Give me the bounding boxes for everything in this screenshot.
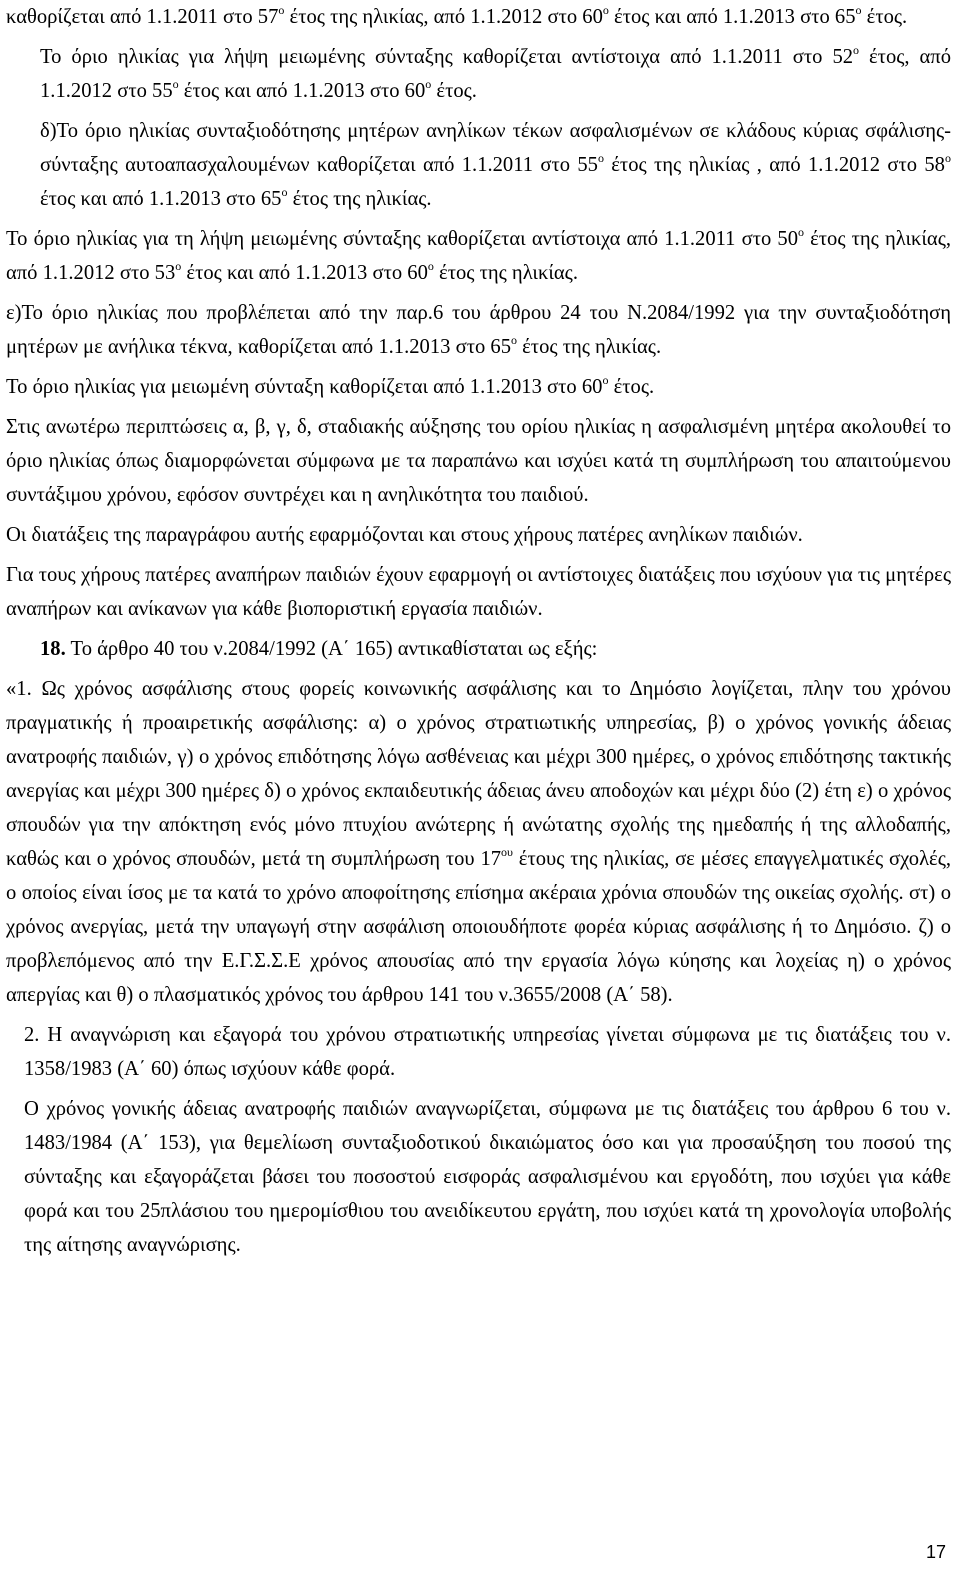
paragraph [6, 518, 951, 552]
text-segment: έτος της ηλικίας. [517, 336, 662, 358]
text-segment: Το άρθρο 40 του ν.2084/1992 (Α΄ 165) αντικαθίσταται ως εξής: [65, 638, 598, 660]
paragraph [6, 40, 951, 108]
paragraph [6, 370, 951, 404]
text-segment: 18. [40, 638, 66, 660]
text-segment: καθορίζεται από 1.1.2011 στο 57 [6, 6, 279, 28]
text-segment: έτος της ηλικίας. [433, 262, 578, 284]
text-segment: έτος και από 1.1.2013 στο 60 [181, 262, 428, 284]
text-segment: έτους της ηλικίας, σε μέσες επαγγελματικές σχολές, ο οποίος είναι ίσος με τα κατά το χρόνο αποφοίτησης επίσημα ακέραια χρόνια σπουδών της οικείας σχολής. στ) ο χρόνος ανεργίας, μετά την υπαγωγή στην ασφάλιση οποιουδήποτε φορέα κύριας ασφάλισης ή το Δημόσιο. ζ) ο προβλεπόμενος από την Ε.Γ.Σ.Σ.Ε χρόνος απουσίας από την εργασία λόγω κύησης και λοχείας η) ο χρόνος απεργίας και θ) ο πλασματικός χρόνος του άρθρου 141 του ν.3655/2008 (Α΄ 58). [6, 848, 952, 1006]
text-segment: έτος της ηλικίας, από 1.1.2012 στο 53 [6, 228, 951, 284]
superscript: ο [281, 185, 288, 199]
text-segment: έτος της ηλικίας. [287, 188, 432, 210]
text-segment: έτος. [861, 6, 908, 28]
superscript: ο [278, 3, 285, 17]
paragraph [6, 296, 951, 364]
text-segment: 2. Η αναγνώριση και εξαγορά του χρόνου στρατιωτικής υπηρεσίας γίνεται σύμφωνα με τις διατάξεις του ν. 1358/1983 (Α΄ 60) όπως ισχύουν κάθε φορά. [24, 1024, 951, 1080]
paragraph [6, 222, 951, 290]
superscript: ο [511, 333, 518, 347]
superscript: ο [175, 259, 182, 273]
text-segment: Το όριο ηλικίας για λήψη μειωμένης σύνταξης καθορίζεται αντίστοιχα από 1.1.2011 [40, 46, 793, 68]
superscript: ο [602, 3, 609, 17]
text-segment: Στις ανωτέρω περιπτώσεις α, β, γ, δ, σταδιακής αύξησης του ορίου ηλικίας η ασφαλισμένη μητέρα ακολουθεί το όριο ηλικίας όπως διαμορφώνεται σύμφωνα με τα παραπάνω και ισχύει κατά τη συμπλήρωση του απαιτούμενου συντάξιμου χρόνου, εφόσον συντρέχει και η ανηλικότητα του παιδιού. [6, 416, 951, 506]
text-segment: Ο χρόνος γονικής άδειας ανατροφής παιδιών αναγνωρίζεται, σύμφωνα με τις διατάξεις του άρθρου 6 του ν. 1483/1984 (Α΄ 153), για θεμελίωση συνταξιοδοτικού δικαιώματος όσο και για προσαύξηση του ποσού της σύνταξης και εξαγοράζεται βάσει του ποσοστού εισφοράς ασφαλισμένου και εργοδότη, που ισχύει για κάθε φορά και του 25πλάσιου του ημερομίσθιου του ανειδίκευτου εργάτη, που ισχύει κατά τη χρονολογία υποβολής της αίτησης αναγνώρισης. [24, 1098, 951, 1256]
paragraph [6, 1018, 951, 1086]
superscript: ο [944, 151, 951, 165]
page-number: 17 [925, 1542, 946, 1562]
superscript: ο [855, 3, 862, 17]
text-segment: Το όριο ηλικίας για τη λήψη μειωμένης σύνταξης καθορίζεται αντίστοιχα από 1.1.2011 στο 50 [6, 228, 798, 250]
paragraph [6, 672, 951, 1012]
text-segment: δ)Το όριο ηλικίας συνταξιοδότησης μητέρων ανηλίκων τέκων ασφαλισμένων σε κλάδους κύριας σφάλισης- σύνταξης αυτοαπασχαλουμένων καθορίζεται από 1.1.2011 στο 55 [40, 120, 951, 176]
superscript: ο [427, 259, 434, 273]
superscript: ο [853, 43, 860, 57]
text-segment: Οι διατάξεις της παραγράφου αυτής εφαρμόζονται και στους χήρους πατέρες ανηλίκων παιδιών. [6, 524, 803, 546]
text-segment: ε)Το όριο ηλικίας που προβλέπεται από την παρ.6 του άρθρου 24 του Ν.2084/1992 για την συνταξιοδότηση μητέρων με ανήλικα τέκνα, καθορίζεται από 1.1.2013 στο 65 [6, 302, 951, 358]
superscript: ου [501, 845, 513, 859]
text-segment: έτος της ηλικίας, από 1.1.2012 στο 60 [284, 6, 603, 28]
text-segment: έτος και από 1.1.2013 στο 65 [608, 6, 856, 28]
text-segment: έτος της ηλικίας , από 1.1.2012 στο 58 [603, 154, 945, 176]
superscript: ο [172, 77, 179, 91]
superscript: ο [602, 373, 609, 387]
text-segment: «1. Ως χρόνος ασφάλισης στους φορείς κοινωνικής ασφάλισης και το Δημόσιο λογίζεται, πλην του χρόνου πραγματικής ή προαιρετικής ασφάλισης: α) ο χρόνος στρατιωτικής υπηρεσίας, β) ο χρόνος γονικής άδειας ανατροφής παιδιών, γ) ο χρόνος επιδότησης λόγω ασθένειας και μέχρι 300 ημέρες, ο χρόνος επιδότησης τακτικής ανεργίας και μέχρι 300 ημέρες δ) ο χρόνος εκπαιδευτικής άδειας άνευ αποδοχών και μέχρι δύο (2) έτη ε) ο χρόνος σπουδών για την απόκτηση ενός μόνο πτυχίου ανώτερης ή ανώτατης σχολής της ημεδαπής ή της αλλοδαπής, καθώς και ο χρόνος σπουδών, μετά τη συμπλήρωση του 17 [6, 678, 951, 870]
paragraph [6, 632, 951, 666]
superscript: ο [798, 225, 804, 239]
text-segment: Το όριο ηλικίας για μειωμένη σύνταξη καθορίζεται από 1.1.2013 στο 60 [6, 376, 603, 398]
text-segment: έτος. [608, 376, 655, 398]
text-segment: έτος και από 1.1.2013 στο 60 [178, 80, 426, 102]
document-page [6, 0, 951, 1262]
paragraph [6, 114, 951, 216]
paragraph [6, 558, 951, 626]
paragraph [6, 0, 951, 34]
text-segment: έτος και από 1.1.2013 στο 65 [40, 188, 282, 210]
text-segment: έτος, από 1.1.2012 στο 55 [40, 46, 952, 102]
paragraph [6, 410, 951, 512]
superscript: ο [425, 77, 432, 91]
text-segment: Για τους χήρους πατέρες αναπήρων παιδιών έχουν εφαρμογή οι αντίστοιχες διατάξεις που ισχύουν για τις μητέρες αναπήρων και ανίκανων για κάθε βιοποριστική εργασία παιδιών. [6, 564, 951, 620]
paragraph [6, 1092, 951, 1262]
superscript: ο [597, 151, 604, 165]
text-segment: έτος. [431, 80, 477, 102]
text-segment: στο 52 [792, 46, 854, 68]
